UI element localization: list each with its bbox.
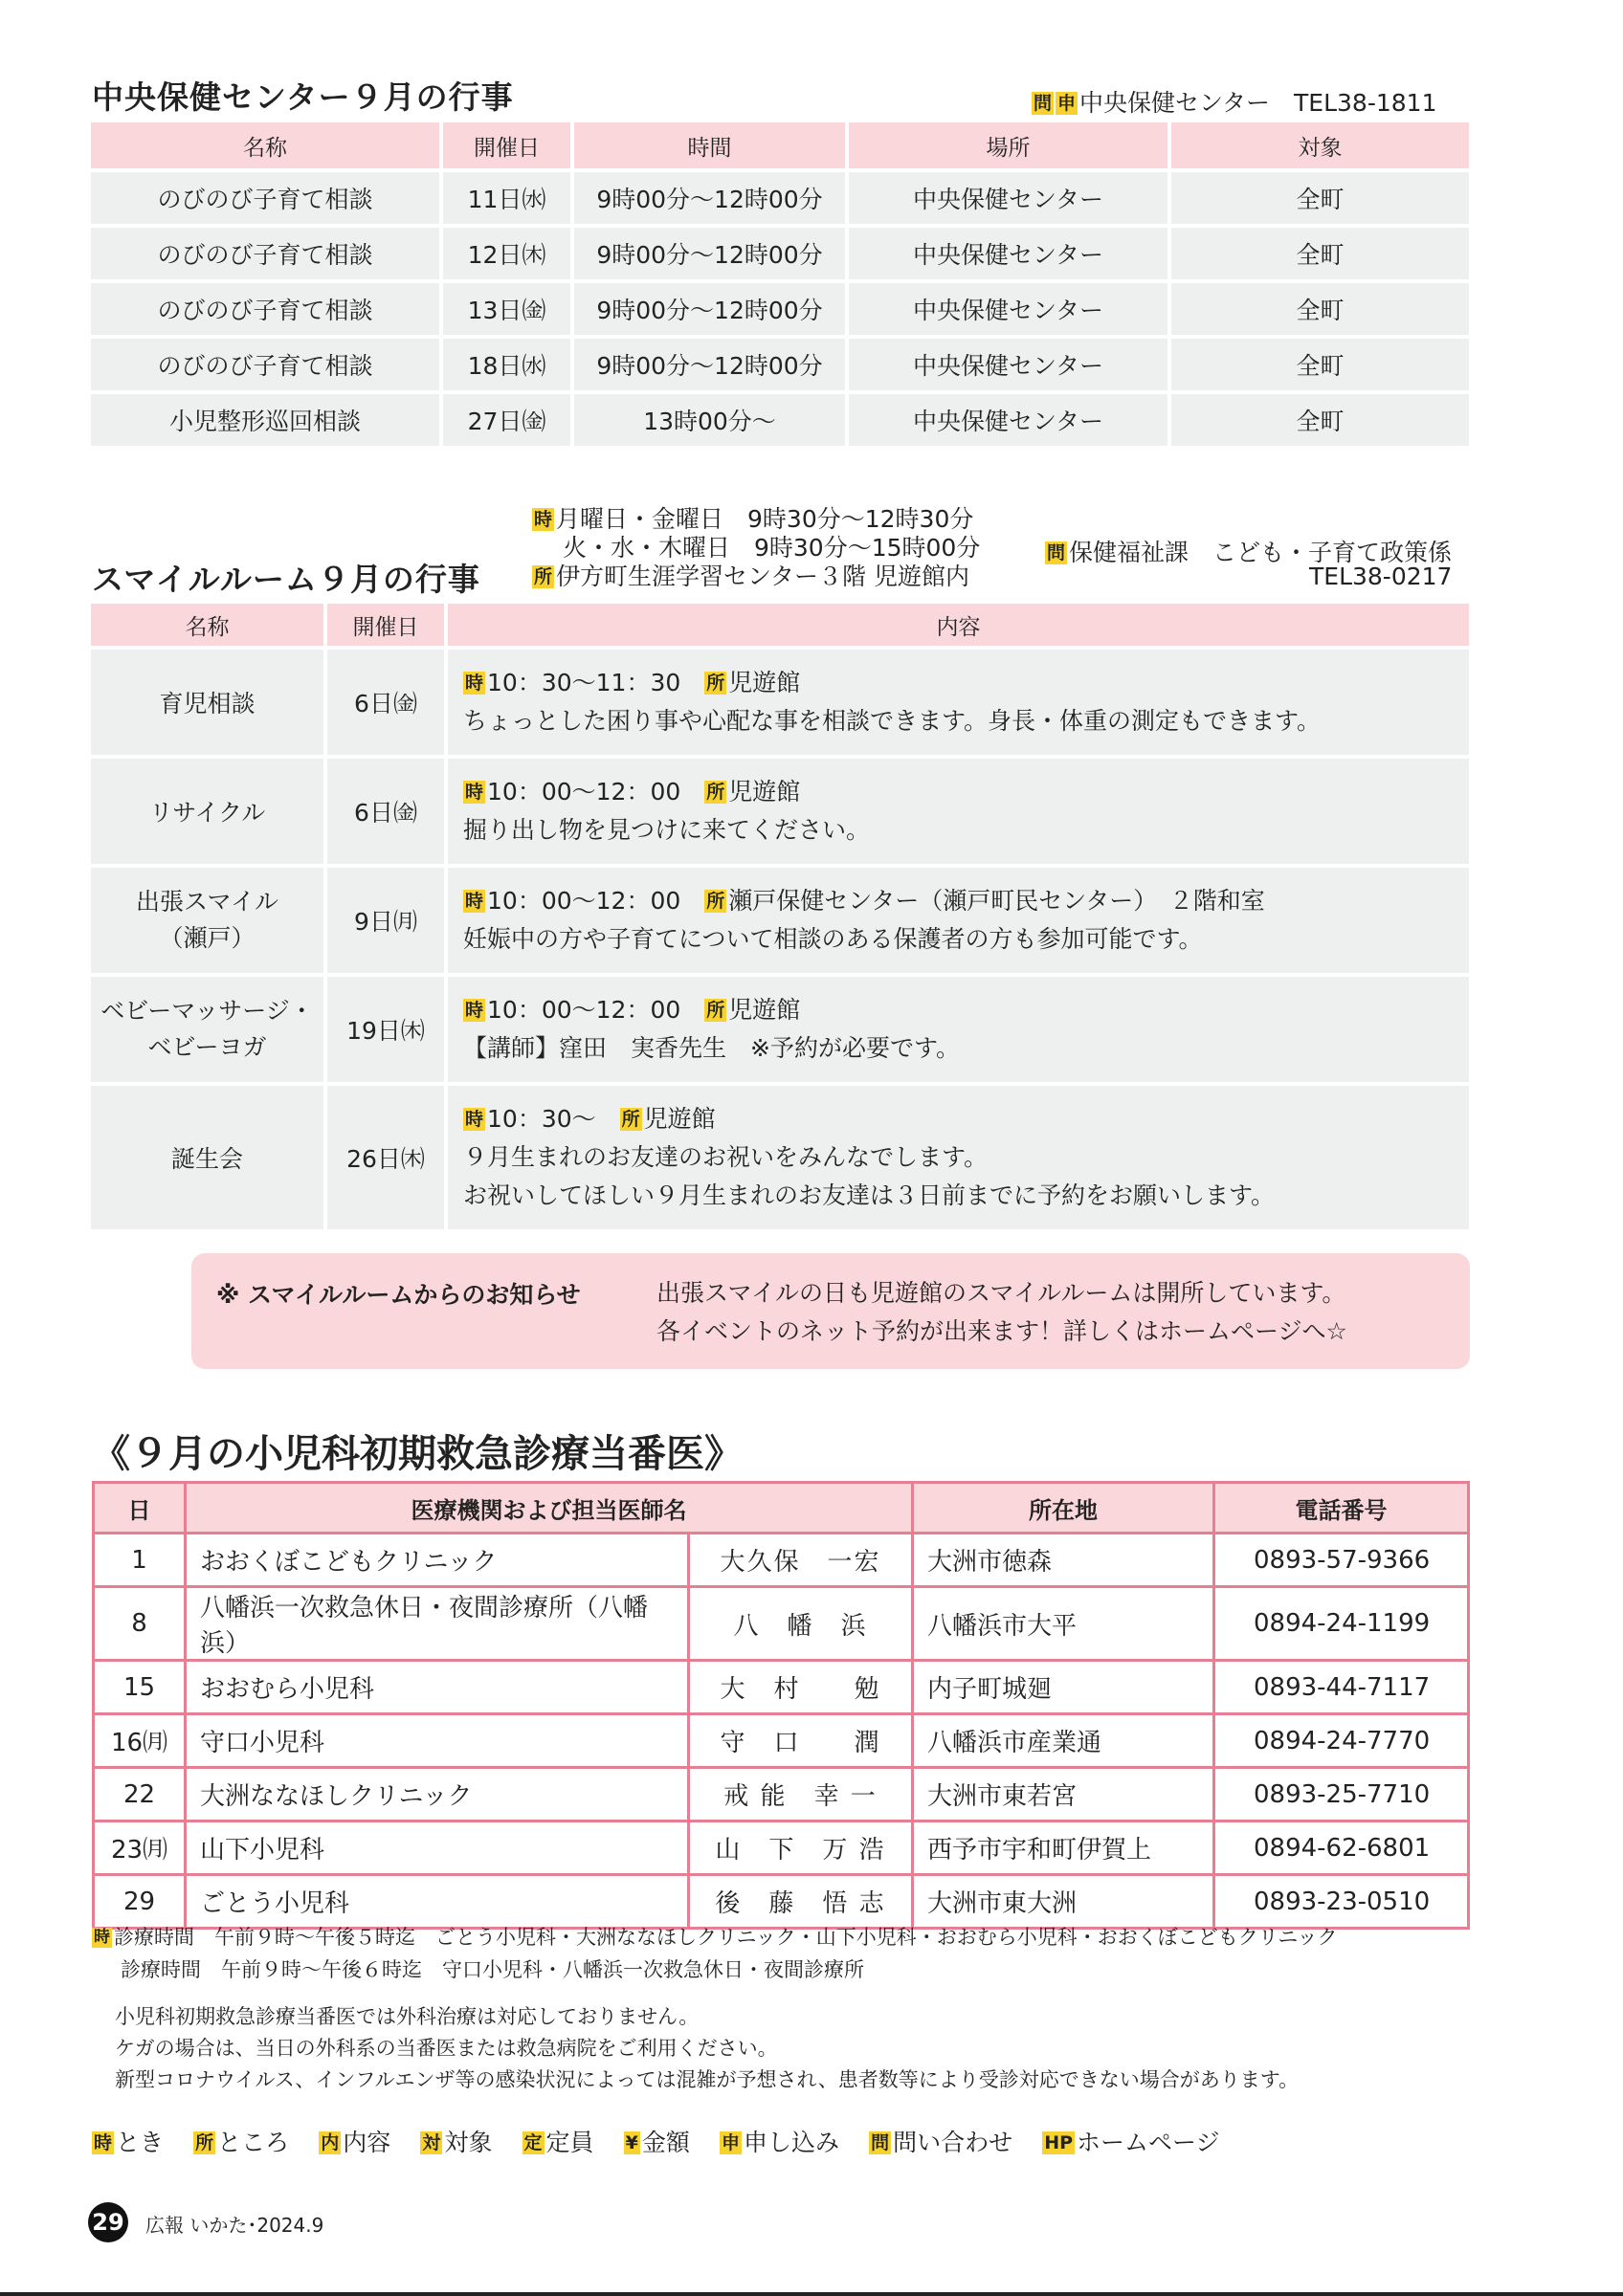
event-name: ベビーマッサージ・: [100, 997, 314, 1025]
section1-contact-text: 中央保健センター TEL38-1811: [1079, 89, 1437, 117]
cell-target: 全町: [1171, 172, 1469, 224]
table-row: [91, 1086, 1469, 1229]
event-name: 誕生会: [170, 1145, 243, 1173]
icon-legend: [92, 2124, 1245, 2158]
cell-target: 全町: [1171, 394, 1469, 446]
cell-time: 9時00分～12時00分: [574, 339, 845, 390]
cell-place: 中央保健センター: [849, 394, 1167, 446]
bottom-rule: [0, 2292, 1623, 2296]
cell-name: [91, 759, 323, 864]
cell-date: 12日㈭: [443, 228, 570, 279]
legend-item: [92, 2129, 164, 2156]
cell-date: 6日㈮: [327, 759, 444, 864]
application-tag: 申: [721, 2132, 740, 2153]
cell-place: 中央保健センター: [849, 283, 1167, 335]
cell-day: 23㈪: [94, 1821, 186, 1875]
table-header-row: [91, 122, 1469, 168]
cell-clinic: 山下小児科: [186, 1821, 689, 1875]
place-tag: 所: [195, 2132, 214, 2153]
table-row: [94, 1714, 1469, 1768]
legend-label: とき: [116, 2129, 165, 2156]
table-row: [94, 1768, 1469, 1821]
homepage-tag: HP: [1044, 2132, 1074, 2153]
caution-note: 小児科初期救急診療当番医では外科治療は対応しておりません。: [115, 2005, 700, 2028]
legend-label: ところ: [217, 2129, 290, 2156]
event-name: 出張スマイル: [135, 888, 278, 916]
event-time: 10：00～12：00: [487, 996, 681, 1024]
table-row: [91, 759, 1469, 864]
section1-contact: [1032, 84, 1436, 119]
cell-address: 八幡浜市産業通: [913, 1714, 1214, 1768]
legend-label: 定員: [545, 2129, 594, 2156]
cell-time: 9時00分～12時00分: [574, 228, 845, 279]
cell-phone: 0893-57-9366: [1214, 1534, 1469, 1587]
col-header: 所在地: [913, 1483, 1214, 1534]
cell-phone: 0894-24-7770: [1214, 1714, 1469, 1768]
cell-phone: 0894-24-1199: [1214, 1587, 1469, 1661]
cell-day: 29: [94, 1875, 186, 1929]
cell-name: のびのび子育て相談: [91, 172, 439, 224]
cell-name: のびのび子育て相談: [91, 283, 439, 335]
col-header: 場所: [849, 122, 1167, 168]
event-name: リサイクル: [148, 799, 266, 827]
legend-label: 問い合わせ: [893, 2129, 1013, 2156]
notice-line: 各イベントのネット予約が出来ます！詳しくはホームページへ☆: [656, 1317, 1347, 1345]
cell-date: 11日㈬: [443, 172, 570, 224]
table-row: [91, 868, 1469, 973]
cell-date: 9日㈪: [327, 868, 444, 973]
cell-phone: 0893-23-0510: [1214, 1875, 1469, 1929]
legend-item: [420, 2129, 492, 2156]
col-header: 名称: [91, 122, 439, 168]
cell-name: [91, 650, 323, 755]
time-tag: 時: [465, 1109, 484, 1130]
place-tag: 所: [706, 782, 725, 803]
cell-target: 全町: [1171, 339, 1469, 390]
event-desc: ちょっとした困り事や心配な事を相談できます。身長・体重の測定もできます。: [463, 707, 1322, 735]
cell-day: 15: [94, 1661, 186, 1714]
page-number: 29: [88, 2202, 128, 2242]
col-header: 日: [94, 1483, 186, 1534]
cell-doctor: 大久保 一宏: [689, 1534, 913, 1587]
cell-phone: 0893-25-7710: [1214, 1768, 1469, 1821]
cell-clinic: 大洲ななほしクリニック: [186, 1768, 689, 1821]
cell-content: [448, 1086, 1469, 1229]
section2-contact-text: 保健福祉課 こども・子育て政策係: [1069, 539, 1453, 566]
event-place: 児遊館: [728, 996, 801, 1024]
col-header: 開催日: [443, 122, 570, 168]
time-tag: 時: [465, 673, 484, 694]
place-tag: 所: [706, 891, 725, 912]
cell-clinic: 守口小児科: [186, 1714, 689, 1768]
event-time: 10：30～: [487, 1105, 596, 1133]
event-place: 児遊館: [728, 778, 801, 806]
event-name-sub: （瀬戸）: [159, 924, 256, 952]
place-tag: 所: [706, 673, 725, 694]
table-row: [91, 339, 1469, 390]
event-desc: 【講師】窪田 実香先生 ※予約が必要です。: [463, 1034, 960, 1062]
cell-address: 八幡浜市大平: [913, 1587, 1214, 1661]
table-row: [94, 1587, 1469, 1661]
notice-line: 出張スマイルの日も児遊館のスマイルルームは開所しています。: [656, 1279, 1346, 1307]
capacity-tag: 定: [523, 2132, 543, 2153]
cell-name: のびのび子育て相談: [91, 339, 439, 390]
cell-doctor: 八 幡 浜: [689, 1587, 913, 1661]
place-tag: 所: [534, 566, 553, 587]
event-place: 児遊館: [728, 669, 801, 696]
cell-content: [448, 759, 1469, 864]
cell-doctor: 大 村 勉: [689, 1661, 913, 1714]
time-tag: 時: [465, 1000, 484, 1021]
section2-tel: TEL38-0217: [1309, 563, 1453, 590]
cell-address: 大洲市東大洲: [913, 1875, 1214, 1929]
cell-date: 18日㈬: [443, 339, 570, 390]
cell-day: 22: [94, 1768, 186, 1821]
cell-time: 13時00分～: [574, 394, 845, 446]
event-time: 10：00～12：00: [487, 778, 681, 806]
table-row: [91, 394, 1469, 446]
cell-place: 中央保健センター: [849, 228, 1167, 279]
time-tag: 時: [465, 891, 484, 912]
place-text: 伊方町生涯学習センター３階 児遊館内: [556, 563, 969, 590]
cell-clinic: おおむら小児科: [186, 1661, 689, 1714]
section1-table: [87, 119, 1473, 450]
table-row: [91, 650, 1469, 755]
event-place: 瀬戸保健センター（瀬戸町民センター） ２階和室: [728, 887, 1265, 915]
place-tag: 所: [621, 1109, 640, 1130]
time-line1: 月曜日・金曜日 9時30分～12時30分: [556, 505, 974, 533]
section3-title: 《９月の小児科初期救急診療当番医》: [92, 1432, 743, 1476]
cell-day: 1: [94, 1534, 186, 1587]
section2-title: スマイルルーム９月の行事: [92, 561, 480, 598]
inquiry-tag: 問: [1047, 542, 1066, 563]
cell-clinic: 八幡浜一次救急休日・夜間診療所（八幡浜）: [186, 1587, 689, 1661]
event-name: 育児相談: [159, 690, 256, 718]
cell-place: 中央保健センター: [849, 172, 1167, 224]
event-desc: 妊娠中の方や子育てについて相談のある保護者の方も参加可能です。: [463, 925, 1203, 953]
legend-item: [522, 2129, 594, 2156]
col-header: 電話番号: [1214, 1483, 1469, 1534]
fee-tag: ¥: [625, 2132, 638, 2153]
table-row: [91, 172, 1469, 224]
cell-day: 16㈪: [94, 1714, 186, 1768]
cell-name: [91, 977, 323, 1082]
clinic-hours-notes: [92, 1921, 1479, 1986]
cell-time: 9時00分～12時00分: [574, 172, 845, 224]
event-desc: ９月生まれのお友達のお祝いをみんなでします。: [463, 1143, 989, 1171]
cell-date: 6日㈮: [327, 650, 444, 755]
table-row: [91, 228, 1469, 279]
cell-time: 9時00分～12時00分: [574, 283, 845, 335]
col-header: 内容: [448, 604, 1469, 646]
cell-content: [448, 650, 1469, 755]
target-tag: 対: [422, 2132, 441, 2153]
col-header: 名称: [91, 604, 323, 646]
smile-room-notice: [191, 1253, 1470, 1369]
cell-address: 内子町城廻: [913, 1661, 1214, 1714]
legend-label: 申し込み: [743, 2129, 839, 2156]
cell-place: 中央保健センター: [849, 339, 1167, 390]
table-row: [94, 1534, 1469, 1587]
cell-phone: 0893-44-7117: [1214, 1661, 1469, 1714]
cell-address: 大洲市徳森: [913, 1534, 1214, 1587]
cell-clinic: おおくぼこどもクリニック: [186, 1534, 689, 1587]
event-time: 10：00～12：00: [487, 887, 681, 915]
time-tag: 時: [534, 509, 553, 530]
legend-item: [1042, 2129, 1219, 2156]
legend-item: [869, 2129, 1012, 2156]
cell-content: [448, 977, 1469, 1082]
cell-content: [448, 868, 1469, 973]
place-tag: 所: [706, 1000, 725, 1021]
col-header: 時間: [574, 122, 845, 168]
table-row: [91, 283, 1469, 335]
hours-note: 診療時間 午前９時～午後５時迄 ごとう小児科・大洲ななほしクリニック・山下小児科・おおむら小児科・おおくぼこどもクリニック: [114, 1926, 1338, 1949]
legend-item: [193, 2129, 289, 2156]
application-tag: 申: [1057, 93, 1077, 114]
event-place: 児遊館: [643, 1105, 716, 1133]
event-time: 10：30～11：30: [487, 669, 681, 696]
cell-doctor: 守 口 潤: [689, 1714, 913, 1768]
cell-date: 27日㈮: [443, 394, 570, 446]
notice-body: [656, 1274, 1347, 1351]
inquiry-tag: 問: [871, 2132, 890, 2153]
clinic-caution-notes: [115, 2001, 1474, 2096]
table-row: [94, 1821, 1469, 1875]
time-tag: 時: [465, 782, 484, 803]
cell-date: 13日㈮: [443, 283, 570, 335]
pediatric-duty-table: [92, 1481, 1470, 1930]
caution-note: 新型コロナウイルス、インフルエンザ等の感染状況によっては混雑が予想され、患者数等により受診対応できない場合があります。: [115, 2068, 1300, 2091]
col-header: 対象: [1171, 122, 1469, 168]
cell-doctor: 戒 能 幸 一: [689, 1768, 913, 1821]
time-line2: 火・水・木曜日 9時30分～15時00分: [563, 534, 981, 562]
cell-target: 全町: [1171, 283, 1469, 335]
col-header: 医療機関および担当医師名: [186, 1483, 913, 1534]
event-desc: 掘り出し物を見つけに来てください。: [463, 816, 871, 844]
caution-note: ケガの場合は、当日の外科系の当番医または救急病院をご利用ください。: [115, 2037, 778, 2060]
col-header: 開催日: [327, 604, 444, 646]
event-desc: お祝いしてほしい９月生まれのお友達は３日前までに予約をお願いします。: [463, 1181, 1276, 1209]
hours-note: 診療時間 午前９時～午後６時迄 守口小児科・八幡浜一次救急休日・夜間診療所: [121, 1958, 864, 1981]
cell-doctor: 山 下 万 浩: [689, 1821, 913, 1875]
table-row: [91, 977, 1469, 1082]
section2-info: [532, 505, 980, 591]
cell-name: のびのび子育て相談: [91, 228, 439, 279]
table-header-row: [94, 1483, 1469, 1534]
cell-name: [91, 1086, 323, 1229]
legend-label: ホームページ: [1077, 2129, 1220, 2156]
cell-phone: 0894-62-6801: [1214, 1821, 1469, 1875]
cell-doctor: 後 藤 悟 志: [689, 1875, 913, 1929]
footer-text: 広報 いかた･2024.9: [145, 2214, 324, 2237]
cell-address: 大洲市東若宮: [913, 1768, 1214, 1821]
cell-target: 全町: [1171, 228, 1469, 279]
legend-label: 内容: [343, 2129, 391, 2156]
content-tag: 内: [321, 2132, 340, 2153]
legend-label: 金額: [641, 2129, 690, 2156]
legend-item: [319, 2129, 390, 2156]
event-name-sub: ベビーヨガ: [147, 1033, 267, 1061]
time-tag: 時: [94, 1928, 110, 1947]
table-header-row: [91, 604, 1469, 646]
inquiry-tag: 問: [1034, 93, 1053, 114]
cell-date: 26日㈭: [327, 1086, 444, 1229]
notice-heading: ※ スマイルルームからのお知らせ: [216, 1281, 581, 1309]
table-row: [94, 1661, 1469, 1714]
legend-item: [720, 2129, 839, 2156]
section1-title: 中央保健センター９月の行事: [92, 78, 514, 116]
section2-table: [87, 600, 1473, 1233]
cell-address: 西予市宇和町伊賀上: [913, 1821, 1214, 1875]
cell-name: [91, 868, 323, 973]
legend-label: 対象: [444, 2129, 493, 2156]
cell-day: 8: [94, 1587, 186, 1661]
cell-clinic: ごとう小児科: [186, 1875, 689, 1929]
time-tag: 時: [94, 2132, 113, 2153]
cell-name: 小児整形巡回相談: [91, 394, 439, 446]
cell-date: 19日㈭: [327, 977, 444, 1082]
legend-item: [624, 2129, 690, 2156]
